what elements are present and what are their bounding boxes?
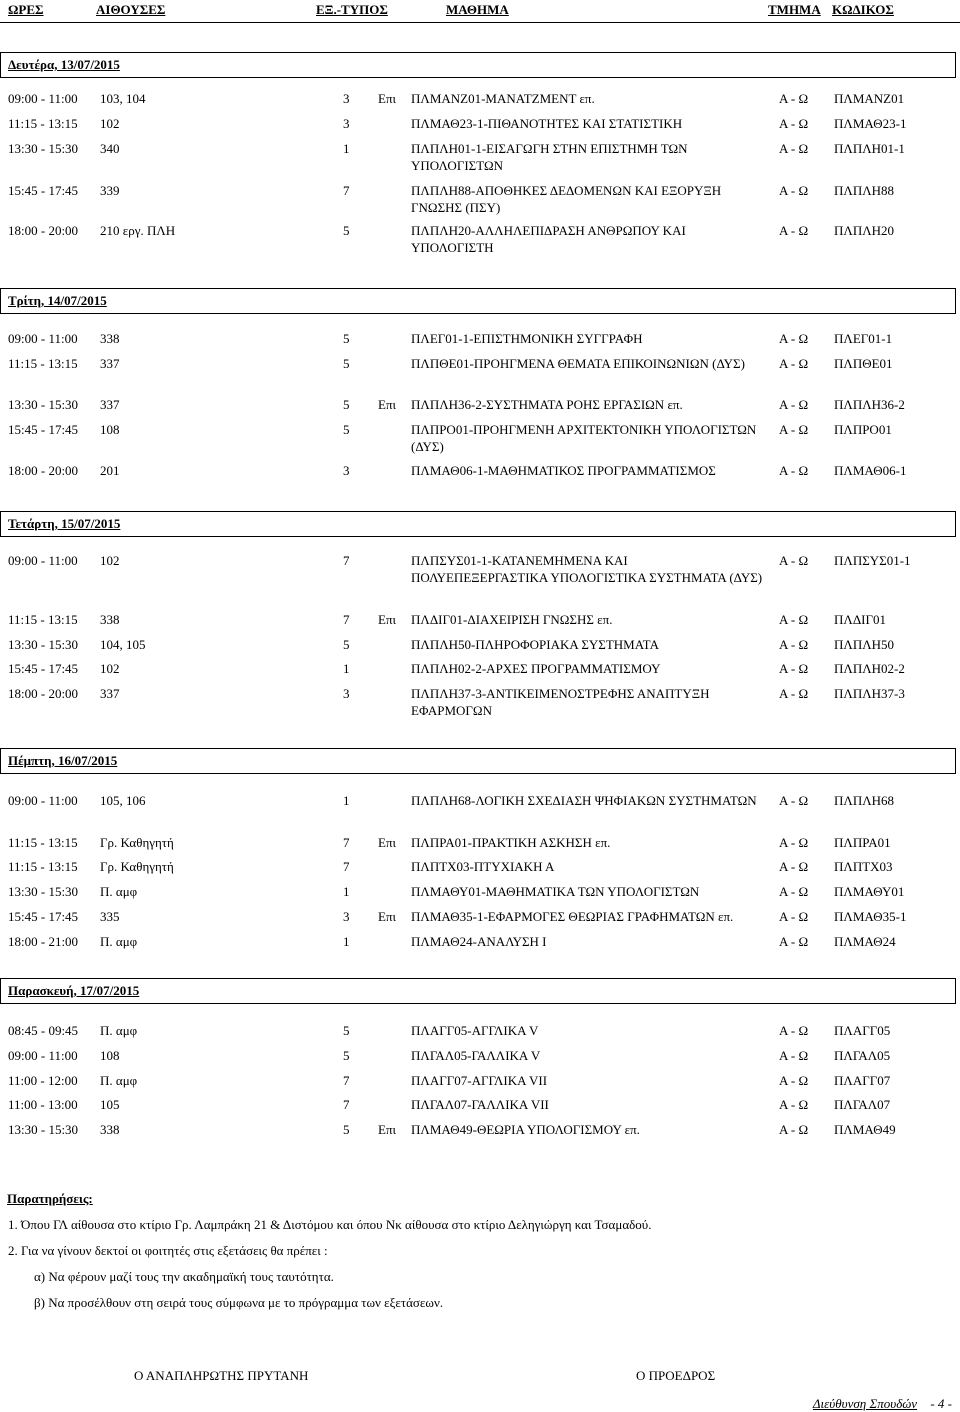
cell-n: 1 <box>343 793 350 808</box>
cell-title: ΠΛΓΑΛ05-ΓΑΛΛΙΚΑ V <box>411 1048 541 1063</box>
cell-sec: Α - Ω <box>779 1073 809 1088</box>
cell-room: Γρ. Καθηγητή <box>100 835 174 850</box>
cell-type: Επι <box>378 835 397 850</box>
page-footer <box>813 1396 952 1412</box>
cell-title: ΠΛΠΛΗ01-1-ΕΙΣΑΓΩΓΗ ΣΤΗΝ ΕΠΙΣΤΗΜΗ ΤΩΝ ΥΠΟΛΟΓΙΣΤΩΝ <box>411 141 688 173</box>
cell-type: Επι <box>378 397 397 412</box>
cell-n: 5 <box>343 397 350 412</box>
cell-title: ΠΛΠΣΥΣ01-1-ΚΑΤΑΝΕΜΗΜΕΝΑ ΚΑΙ ΠΟΛΥΕΠΕΞΕΡΓΑΣΤΙΚΑ ΥΠΟΛΟΓΙΣΤΙΚΑ ΣΥΣΤΗΜΑΤΑ (ΔΥΣ) <box>411 553 763 585</box>
cell-room: 337 <box>100 356 120 371</box>
cell-sec: Α - Ω <box>779 223 809 238</box>
cell-sec: Α - Ω <box>779 1048 809 1063</box>
cell-time: 09:00 - 11:00 <box>8 1048 78 1063</box>
cell-room: Π. αμφ <box>100 1023 138 1038</box>
day-title: Τρίτη, 14/07/2015 <box>8 293 107 308</box>
cell-code: ΠΛΠΤΧ03 <box>834 859 893 874</box>
cell-title: ΠΛΜΑΝΖ01-ΜΑΝΑΤΖΜΕΝΤ επ. <box>411 91 595 106</box>
cell-time: 18:00 - 20:00 <box>8 223 79 238</box>
cell-code: ΠΛΠΛΗ88 <box>834 183 895 198</box>
cell-room: 102 <box>100 116 120 131</box>
cell-n: 5 <box>343 1122 350 1137</box>
cell-code: ΠΛΠΛΗ68 <box>834 793 895 808</box>
cell-code: ΠΛΔΙΓ01 <box>834 612 887 627</box>
cell-code: ΠΛΠΛΗ01-1 <box>834 141 905 156</box>
cell-n: 1 <box>343 934 350 949</box>
cell-time: 18:00 - 20:00 <box>8 686 79 701</box>
cell-code: ΠΛΠΣΥΣ01-1 <box>834 553 911 568</box>
cell-title: ΠΛΠΡΟ01-ΠΡΟΗΓΜΕΝΗ ΑΡΧΙΤΕΚΤΟΝΙΚΗ ΥΠΟΛΟΓΙΣΤΩΝ (ΔΥΣ) <box>411 422 757 454</box>
cell-sec: Α - Ω <box>779 1097 809 1112</box>
cell-n: 5 <box>343 356 350 371</box>
cell-time: 08:45 - 09:45 <box>8 1023 79 1038</box>
cell-code: ΠΛΠΡΑ01 <box>834 835 891 850</box>
cell-type: Επι <box>378 909 397 924</box>
footer-page: - 4 - <box>930 1396 952 1411</box>
cell-time: 11:15 - 13:15 <box>8 835 78 850</box>
cell-time: 15:45 - 17:45 <box>8 909 79 924</box>
cell-title: ΠΛΑΓΓ05-ΑΓΓΛΙΚΑ V <box>411 1023 539 1038</box>
cell-title: ΠΛΓΑΛ07-ΓΑΛΛΙΚΑ VII <box>411 1097 549 1112</box>
cell-sec: Α - Ω <box>779 661 809 676</box>
cell-time: 13:30 - 15:30 <box>8 637 79 652</box>
col-section: ΤΜΗΜΑ <box>768 2 821 17</box>
cell-n: 5 <box>343 637 350 652</box>
col-code: ΚΩΔΙΚΟΣ <box>832 2 894 17</box>
cell-room: 338 <box>100 1122 120 1137</box>
cell-code: ΠΛΠΡΟ01 <box>834 422 892 437</box>
cell-title: ΠΛΜΑΘΥ01-ΜΑΘΗΜΑΤΙΚΑ ΤΩΝ ΥΠΟΛΟΓΙΣΤΩΝ <box>411 884 700 899</box>
cell-sec: Α - Ω <box>779 356 809 371</box>
cell-time: 11:00 - 12:00 <box>8 1073 78 1088</box>
cell-code: ΠΛΠΛΗ02-2 <box>834 661 905 676</box>
cell-n: 5 <box>343 331 350 346</box>
cell-time: 09:00 - 11:00 <box>8 91 78 106</box>
cell-room: 337 <box>100 397 120 412</box>
cell-title: ΠΛΜΑΘ49-ΘΕΩΡΙΑ ΥΠΟΛΟΓΙΣΜΟΥ επ. <box>411 1122 640 1137</box>
cell-title: ΠΛΠΘΕ01-ΠΡΟΗΓΜΕΝΑ ΘΕΜΑΤΑ ΕΠΙΚΟΙΝΩΝΙΩΝ (ΔΥΣ) <box>411 356 745 371</box>
cell-sec: Α - Ω <box>779 612 809 627</box>
cell-time: 13:30 - 15:30 <box>8 397 79 412</box>
cell-n: 3 <box>343 463 350 478</box>
cell-time: 09:00 - 11:00 <box>8 331 78 346</box>
cell-code: ΠΛΠΛΗ50 <box>834 637 895 652</box>
cell-room: 338 <box>100 331 120 346</box>
cell-title: ΠΛΠΛΗ36-2-ΣΥΣΤΗΜΑΤΑ ΡΟΗΣ ΕΡΓΑΣΙΩΝ επ. <box>411 397 683 412</box>
cell-sec: Α - Ω <box>779 686 809 701</box>
cell-sec: Α - Ω <box>779 1122 809 1137</box>
cell-sec: Α - Ω <box>779 1023 809 1038</box>
cell-code: ΠΛΜΑΘ06-1 <box>834 463 907 478</box>
cell-room: 210 εργ. ΠΛΗ <box>100 223 176 238</box>
cell-room: 335 <box>100 909 120 924</box>
cell-sec: Α - Ω <box>779 637 809 652</box>
cell-title: ΠΛΠΡΑ01-ΠΡΑΚΤΙΚΗ ΑΣΚΗΣΗ επ. <box>411 835 611 850</box>
note-2a: α) Να φέρουν μαζί τους την ακαδημαϊκή τους ταυτότητα. <box>34 1269 334 1284</box>
cell-room: 337 <box>100 686 120 701</box>
day-title: Τετάρτη, 15/07/2015 <box>8 516 121 531</box>
cell-time: 11:00 - 13:00 <box>8 1097 78 1112</box>
cell-code: ΠΛΠΛΗ37-3 <box>834 686 905 701</box>
cell-title: ΠΛΠΤΧ03-ΠΤΥΧΙΑΚΗ Α <box>411 859 555 874</box>
cell-code: ΠΛΓΑΛ07 <box>834 1097 891 1112</box>
cell-room: 201 <box>100 463 120 478</box>
cell-room: 105 <box>100 1097 120 1112</box>
cell-title: ΠΛΜΑΘ23-1-ΠΙΘΑΝΟΤΗΤΕΣ ΚΑΙ ΣΤΑΤΙΣΤΙΚΗ <box>411 116 683 131</box>
cell-code: ΠΛΑΓΓ05 <box>834 1023 891 1038</box>
cell-code: ΠΛΜΑΝΖ01 <box>834 91 905 106</box>
cell-sec: Α - Ω <box>779 553 809 568</box>
cell-title: ΠΛΠΛΗ20-ΑΛΛΗΛΕΠΙΔΡΑΣΗ ΑΝΘΡΩΠΟΥ ΚΑΙ ΥΠΟΛΟΓΙΣΤΗ <box>411 223 686 255</box>
cell-sec: Α - Ω <box>779 116 809 131</box>
cell-sec: Α - Ω <box>779 909 809 924</box>
cell-time: 13:30 - 15:30 <box>8 141 79 156</box>
day-header <box>0 511 956 537</box>
day-header <box>0 288 956 314</box>
cell-n: 7 <box>343 612 350 627</box>
cell-sec: Α - Ω <box>779 884 809 899</box>
cell-code: ΠΛΜΑΘΥ01 <box>834 884 905 899</box>
cell-room: 108 <box>100 1048 120 1063</box>
cell-room: 340 <box>100 141 120 156</box>
cell-room: 105, 106 <box>100 793 146 808</box>
cell-title: ΠΛΑΓΓ07-ΑΓΓΛΙΚΑ VII <box>411 1073 548 1088</box>
cell-title: ΠΛΜΑΘ06-1-ΜΑΘΗΜΑΤΙΚΟΣ ΠΡΟΓΡΑΜΜΑΤΙΣΜΟΣ <box>411 463 716 478</box>
cell-sec: Α - Ω <box>779 934 809 949</box>
cell-sec: Α - Ω <box>779 835 809 850</box>
cell-title: ΠΛΠΛΗ68-ΛΟΓΙΚΗ ΣΧΕΔΙΑΣΗ ΨΗΦΙΑΚΩΝ ΣΥΣΤΗΜΑΤΩΝ <box>411 793 757 808</box>
cell-code: ΠΛΜΑΘ24 <box>834 934 896 949</box>
cell-title: ΠΛΠΛΗ02-2-ΑΡΧΕΣ ΠΡΟΓΡΑΜΜΑΤΙΣΜΟΥ <box>411 661 661 676</box>
col-rooms: ΑΙΘΟΥΣΕΣ <box>96 2 166 17</box>
cell-code: ΠΛΜΑΘ23-1 <box>834 116 907 131</box>
cell-room: 338 <box>100 612 120 627</box>
day-header <box>0 978 956 1004</box>
cell-n: 7 <box>343 1097 350 1112</box>
day-title: Παρασκευή, 17/07/2015 <box>8 983 140 998</box>
signature-right: Ο ΠΡΟΕΔΡΟΣ <box>636 1368 716 1383</box>
cell-n: 5 <box>343 1023 350 1038</box>
note-2b: β) Να προσέλθουν στη σειρά τους σύμφωνα με το πρόγραμμα των εξετάσεων. <box>34 1295 444 1310</box>
cell-room: 102 <box>100 661 120 676</box>
cell-code: ΠΛΠΛΗ20 <box>834 223 895 238</box>
cell-type: Επι <box>378 612 397 627</box>
cell-time: 18:00 - 21:00 <box>8 934 79 949</box>
cell-title: ΠΛΠΛΗ88-ΑΠΟΘΗΚΕΣ ΔΕΔΟΜΕΝΩΝ ΚΑΙ ΕΞΟΡΥΞΗ ΓΝΩΣΗΣ (ΠΣΥ) <box>411 183 722 215</box>
cell-title: ΠΛΕΓ01-1-ΕΠΙΣΤΗΜΟΝΙΚΗ ΣΥΓΓΡΑΦΗ <box>411 331 643 346</box>
cell-n: 3 <box>343 91 350 106</box>
cell-code: ΠΛΠΛΗ36-2 <box>834 397 905 412</box>
cell-time: 11:15 - 13:15 <box>8 356 78 371</box>
cell-n: 5 <box>343 223 350 238</box>
cell-title: ΠΛΠΛΗ50-ΠΛΗΡΟΦΟΡΙΑΚΑ ΣΥΣΤΗΜΑΤΑ <box>411 637 659 652</box>
cell-sec: Α - Ω <box>779 397 809 412</box>
cell-type: Επι <box>378 1122 397 1137</box>
cell-time: 15:45 - 17:45 <box>8 183 79 198</box>
cell-sec: Α - Ω <box>779 331 809 346</box>
day-header <box>0 748 956 774</box>
cell-code: ΠΛΕΓ01-1 <box>834 331 893 346</box>
cell-title: ΠΛΜΑΘ24-ΑΝΑΛΥΣΗ Ι <box>411 934 547 949</box>
cell-n: 3 <box>343 909 350 924</box>
cell-time: 11:15 - 13:15 <box>8 859 78 874</box>
cell-code: ΠΛΜΑΘ49 <box>834 1122 896 1137</box>
cell-code: ΠΛΜΑΘ35-1 <box>834 909 907 924</box>
cell-room: 339 <box>100 183 120 198</box>
cell-sec: Α - Ω <box>779 183 809 198</box>
cell-type: Επι <box>378 91 397 106</box>
cell-sec: Α - Ω <box>779 422 809 437</box>
cell-room: 104, 105 <box>100 637 146 652</box>
cell-title: ΠΛΠΛΗ37-3-ΑΝΤΙΚΕΙΜΕΝΟΣΤΡΕΦΗΣ ΑΝΑΠΤΥΞΗ ΕΦΑΡΜΟΓΩΝ <box>411 686 710 718</box>
cell-room: Γρ. Καθηγητή <box>100 859 174 874</box>
cell-room: 102 <box>100 553 120 568</box>
cell-time: 15:45 - 17:45 <box>8 422 79 437</box>
cell-room: Π. αμφ <box>100 884 138 899</box>
cell-room: 103, 104 <box>100 91 146 106</box>
day-header <box>0 52 956 78</box>
cell-time: 09:00 - 11:00 <box>8 793 78 808</box>
cell-time: 09:00 - 11:00 <box>8 553 78 568</box>
note-1: 1. Όπου ΓΛ αίθουσα στο κτίριο Γρ. Λαμπράκη 21 & Διστόμου και όπου Νκ αίθουσα στο κτίριο Δεληγιώργη και Τσαμαδού. <box>8 1217 652 1232</box>
cell-n: 7 <box>343 835 350 850</box>
cell-n: 5 <box>343 1048 350 1063</box>
col-exam-type: ΕΞ.-ΤΥΠΟΣ <box>316 2 388 17</box>
cell-sec: Α - Ω <box>779 91 809 106</box>
cell-room: Π. αμφ <box>100 934 138 949</box>
cell-n: 7 <box>343 183 350 198</box>
cell-time: 15:45 - 17:45 <box>8 661 79 676</box>
cell-time: 13:30 - 15:30 <box>8 1122 79 1137</box>
cell-n: 1 <box>343 141 350 156</box>
cell-code: ΠΛΠΘΕ01 <box>834 356 893 371</box>
cell-sec: Α - Ω <box>779 859 809 874</box>
cell-n: 1 <box>343 884 350 899</box>
cell-n: 3 <box>343 116 350 131</box>
cell-room: 108 <box>100 422 120 437</box>
notes-title: Παρατηρήσεις: <box>7 1191 93 1206</box>
cell-sec: Α - Ω <box>779 141 809 156</box>
note-2: 2. Για να γίνουν δεκτοί οι φοιτητές στις εξετάσεις θα πρέπει : <box>8 1243 328 1258</box>
col-hours: ΩΡΕΣ <box>8 2 44 17</box>
cell-title: ΠΛΜΑΘ35-1-ΕΦΑΡΜΟΓΕΣ ΘΕΩΡΙΑΣ ΓΡΑΦΗΜΑΤΩΝ επ. <box>411 909 734 924</box>
cell-time: 13:30 - 15:30 <box>8 884 79 899</box>
cell-n: 1 <box>343 661 350 676</box>
cell-n: 5 <box>343 422 350 437</box>
signature-left: Ο ΑΝΑΠΛΗΡΩΤΗΣ ΠΡΥΤΑΝΗ <box>134 1368 309 1383</box>
cell-code: ΠΛΓΑΛ05 <box>834 1048 891 1063</box>
cell-time: 11:15 - 13:15 <box>8 612 78 627</box>
cell-time: 11:15 - 13:15 <box>8 116 78 131</box>
cell-room: Π. αμφ <box>100 1073 138 1088</box>
day-title: Δευτέρα, 13/07/2015 <box>8 57 120 72</box>
cell-title: ΠΛΔΙΓ01-ΔΙΑΧΕΙΡΙΣΗ ΓΝΩΣΗΣ επ. <box>411 612 613 627</box>
footer-dept: Διεύθυνση Σπουδών <box>812 1396 918 1411</box>
cell-time: 18:00 - 20:00 <box>8 463 79 478</box>
day-title: Πέμπτη, 16/07/2015 <box>8 753 118 768</box>
cell-code: ΠΛΑΓΓ07 <box>834 1073 891 1088</box>
cell-sec: Α - Ω <box>779 793 809 808</box>
cell-n: 7 <box>343 1073 350 1088</box>
cell-n: 7 <box>343 859 350 874</box>
col-course: ΜΑΘΗΜΑ <box>446 2 509 17</box>
cell-sec: Α - Ω <box>779 463 809 478</box>
cell-n: 7 <box>343 553 350 568</box>
column-header <box>0 0 960 23</box>
cell-n: 3 <box>343 686 350 701</box>
